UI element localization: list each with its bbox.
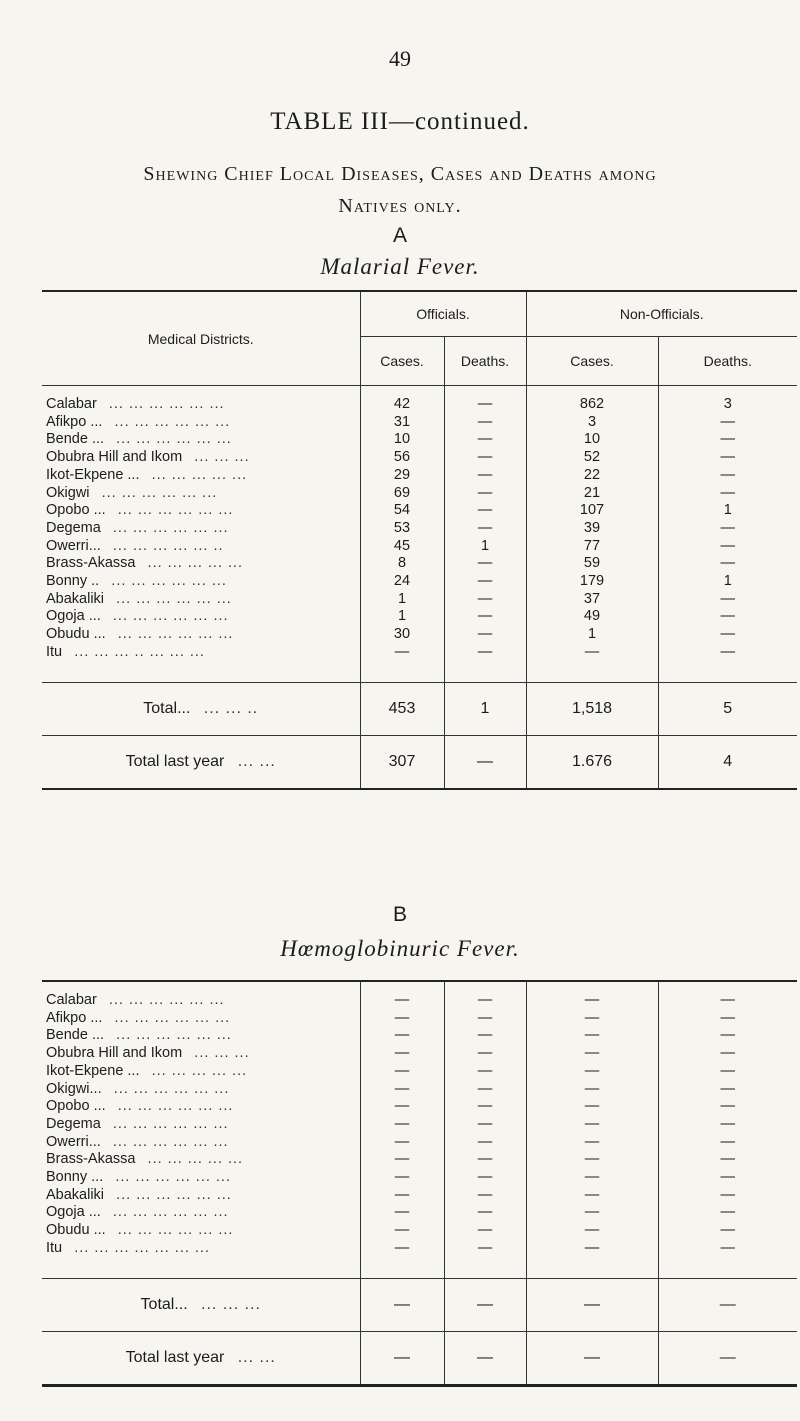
- total-label: Total...: [140, 1295, 188, 1313]
- table-row: [42, 1169, 797, 1187]
- header-non-officials-deaths: Deaths.: [658, 337, 797, 386]
- leader-dots: ... ... ... ... ... ...: [112, 1204, 229, 1221]
- district-cell: [42, 449, 360, 467]
- officials-cases: 45: [360, 538, 444, 556]
- non-officials-deaths: —: [658, 992, 797, 1010]
- officials-deaths: —: [444, 1063, 526, 1081]
- section-a-title: Malarial Fever.: [320, 254, 480, 279]
- district-name: Degema: [46, 1115, 101, 1132]
- non-officials-cases: —: [526, 644, 658, 662]
- non-officials-cases: 1.676: [526, 735, 658, 789]
- district-name: Okigwi: [46, 484, 90, 501]
- district-name: Calabar: [46, 992, 97, 1008]
- table-row: [42, 591, 797, 609]
- district-name: Afikpo ...: [46, 413, 103, 430]
- table-row: [42, 1240, 797, 1258]
- non-officials-cases: —: [526, 1045, 658, 1063]
- district-name: Obubra Hill and Ikom: [46, 1045, 183, 1062]
- non-officials-deaths: —: [658, 608, 797, 626]
- non-officials-cases: 52: [526, 449, 658, 467]
- district-name: Degema: [46, 519, 101, 536]
- table-row: [42, 1204, 797, 1222]
- district-cell: [42, 1134, 360, 1152]
- officials-deaths: —: [444, 1278, 526, 1331]
- non-officials-cases: 59: [526, 555, 658, 573]
- officials-cases: 56: [360, 449, 444, 467]
- non-officials-deaths: —: [658, 1116, 797, 1134]
- officials-deaths: —: [444, 431, 526, 449]
- district-cell: [42, 1331, 360, 1385]
- officials-cases: 453: [360, 682, 444, 735]
- subtitle-line-2: Natives only.: [338, 195, 462, 217]
- leader-dots: ... ... ... ... ... ... ...: [74, 1239, 210, 1256]
- table-row: [42, 1027, 797, 1045]
- non-officials-cases: 1: [526, 626, 658, 644]
- officials-deaths: —: [444, 591, 526, 609]
- district-name: Okigwi...: [46, 1080, 102, 1097]
- officials-cases: 54: [360, 502, 444, 520]
- district-name: Bende ...: [46, 1027, 105, 1044]
- district-cell: [42, 538, 360, 556]
- table-row: [42, 1187, 797, 1205]
- district-cell: [42, 467, 360, 485]
- officials-deaths: —: [444, 626, 526, 644]
- non-officials-cases: 10: [526, 431, 658, 449]
- non-officials-cases: 21: [526, 485, 658, 503]
- total-row: [42, 682, 797, 735]
- total-last-year-row: [42, 735, 797, 789]
- non-officials-cases: —: [526, 1240, 658, 1258]
- officials-cases: —: [360, 1240, 444, 1258]
- leader-dots: ... ... ... ... ... ...: [108, 396, 225, 412]
- officials-deaths: 1: [444, 682, 526, 735]
- non-officials-cases: —: [526, 1187, 658, 1205]
- non-officials-deaths: —: [658, 1027, 797, 1045]
- non-officials-deaths: —: [658, 1222, 797, 1240]
- table-subtitle: [0, 158, 800, 222]
- non-officials-deaths: —: [658, 1063, 797, 1081]
- non-officials-deaths: —: [658, 485, 797, 503]
- officials-cases: —: [360, 1045, 444, 1063]
- non-officials-deaths: 1: [658, 502, 797, 520]
- non-officials-cases: 862: [526, 396, 658, 414]
- non-officials-deaths: 1: [658, 573, 797, 591]
- non-officials-deaths: —: [658, 1151, 797, 1169]
- officials-deaths: —: [444, 608, 526, 626]
- district-cell: [42, 573, 360, 591]
- officials-deaths: —: [444, 467, 526, 485]
- table-row: [42, 538, 797, 556]
- table-row: [42, 1045, 797, 1063]
- district-name: Owerri...: [46, 537, 101, 554]
- leader-dots: ... ... ... ... ... ...: [112, 1133, 229, 1150]
- officials-deaths: 1: [444, 538, 526, 556]
- header-officials-deaths: Deaths.: [444, 337, 526, 386]
- officials-cases: —: [360, 1134, 444, 1152]
- total-row: [42, 1278, 797, 1331]
- table-row: [42, 1134, 797, 1152]
- non-officials-cases: —: [526, 1331, 658, 1385]
- table-row: [42, 431, 797, 449]
- non-officials-cases: —: [526, 1151, 658, 1169]
- section-b-title: Hœmoglobinuric Fever.: [280, 936, 520, 961]
- total-label: Total last year: [125, 1348, 225, 1366]
- non-officials-cases: —: [526, 1134, 658, 1152]
- officials-deaths: —: [444, 396, 526, 414]
- leader-dots: ... ... ... ... ...: [147, 1151, 244, 1168]
- table-row: [42, 573, 797, 591]
- district-name: Ikot-Ekpene ...: [46, 466, 140, 483]
- officials-deaths: —: [444, 644, 526, 662]
- officials-deaths: —: [444, 1010, 526, 1028]
- non-officials-cases: —: [526, 1222, 658, 1240]
- header-officials-cases: Cases.: [360, 337, 444, 386]
- non-officials-cases: 1,518: [526, 682, 658, 735]
- non-officials-deaths: —: [658, 467, 797, 485]
- leader-dots: ... ... ...: [194, 1045, 250, 1062]
- haemoglobinuric-fever-table: [42, 980, 797, 1387]
- leader-dots: ... ... ... ... ...: [151, 1062, 248, 1079]
- officials-cases: 69: [360, 485, 444, 503]
- officials-cases: 31: [360, 414, 444, 432]
- officials-deaths: —: [444, 573, 526, 591]
- district-name: Brass-Akassa: [46, 555, 136, 572]
- officials-deaths: —: [444, 735, 526, 789]
- officials-deaths: —: [444, 1134, 526, 1152]
- officials-cases: 10: [360, 431, 444, 449]
- leader-dots: ... ... ... ... ...: [147, 555, 244, 572]
- table-row: [42, 1063, 797, 1081]
- non-officials-deaths: —: [658, 626, 797, 644]
- non-officials-cases: —: [526, 1116, 658, 1134]
- officials-cases: —: [360, 1063, 444, 1081]
- malarial-fever-table: [42, 290, 797, 790]
- leader-dots: ... ... ... ... ... ...: [116, 431, 232, 448]
- district-name: Brass-Akassa: [46, 1151, 136, 1168]
- district-cell: [42, 485, 360, 503]
- non-officials-cases: 77: [526, 538, 658, 556]
- officials-cases: 307: [360, 735, 444, 789]
- leader-dots: ... ... ... ... ... ...: [117, 1098, 234, 1115]
- officials-cases: —: [360, 1027, 444, 1045]
- officials-cases: —: [360, 1098, 444, 1116]
- leader-dots: ... ... ... ... ... ...: [115, 1169, 231, 1186]
- table-row: [42, 1116, 797, 1134]
- section-a-label: A: [392, 224, 407, 247]
- district-cell: [42, 1204, 360, 1222]
- district-cell: [42, 1240, 360, 1258]
- district-name: Abakaliki: [46, 590, 105, 607]
- non-officials-deaths: —: [658, 1278, 797, 1331]
- district-cell: [42, 1169, 360, 1187]
- leader-dots: ... ... ... ... ...: [151, 466, 248, 483]
- officials-cases: —: [360, 1116, 444, 1134]
- officials-cases: 24: [360, 573, 444, 591]
- non-officials-deaths: —: [658, 1134, 797, 1152]
- district-cell: [42, 1098, 360, 1116]
- leader-dots: ... ... ...: [201, 1295, 261, 1313]
- page-number: 49: [389, 46, 411, 71]
- leader-dots: ... ... ... ... ... ...: [116, 1027, 232, 1044]
- leader-dots: ... ... ..: [203, 699, 259, 717]
- district-cell: [42, 1278, 360, 1331]
- non-officials-cases: —: [526, 1010, 658, 1028]
- district-name: Ogoja ...: [46, 608, 101, 625]
- non-officials-deaths: —: [658, 449, 797, 467]
- leader-dots: ... ... ... ... ... ...: [117, 1222, 234, 1239]
- district-cell: [42, 1151, 360, 1169]
- officials-deaths: —: [444, 1222, 526, 1240]
- district-name: Obudu ...: [46, 1222, 106, 1239]
- non-officials-deaths: —: [658, 1240, 797, 1258]
- officials-deaths: —: [444, 1187, 526, 1205]
- non-officials-deaths: —: [658, 431, 797, 449]
- leader-dots: ... ... ... ... ... ...: [114, 1009, 231, 1026]
- officials-cases: —: [360, 1187, 444, 1205]
- leader-dots: ... ... ... ... ... ...: [117, 626, 234, 643]
- officials-deaths: —: [444, 449, 526, 467]
- non-officials-deaths: —: [658, 1045, 797, 1063]
- district-name: Ikot-Ekpene ...: [46, 1062, 140, 1079]
- non-officials-cases: —: [526, 1027, 658, 1045]
- table-row: [42, 520, 797, 538]
- non-officials-cases: 37: [526, 591, 658, 609]
- non-officials-deaths: 5: [658, 682, 797, 735]
- table-row: [42, 396, 797, 414]
- district-name: Bonny ..: [46, 573, 100, 590]
- district-cell: [42, 1027, 360, 1045]
- district-name: Owerri...: [46, 1133, 101, 1150]
- non-officials-cases: 107: [526, 502, 658, 520]
- leader-dots: ... ... ... ... ... ...: [116, 1186, 232, 1203]
- non-officials-cases: —: [526, 1204, 658, 1222]
- officials-deaths: —: [444, 414, 526, 432]
- non-officials-deaths: —: [658, 1081, 797, 1099]
- table-title: TABLE III—continued.: [270, 108, 530, 135]
- officials-cases: —: [360, 1278, 444, 1331]
- district-cell: [42, 735, 360, 789]
- table-row: [42, 626, 797, 644]
- officials-cases: —: [360, 1010, 444, 1028]
- total-label: Total last year: [125, 752, 225, 770]
- officials-cases: —: [360, 1331, 444, 1385]
- non-officials-deaths: —: [658, 520, 797, 538]
- district-cell: [42, 431, 360, 449]
- non-officials-cases: —: [526, 1063, 658, 1081]
- non-officials-deaths: —: [658, 1169, 797, 1187]
- officials-cases: —: [360, 992, 444, 1010]
- district-name: Obudu ...: [46, 626, 106, 643]
- non-officials-cases: —: [526, 1169, 658, 1187]
- officials-cases: —: [360, 1151, 444, 1169]
- leader-dots: ... ... ... .. ... ... ...: [74, 643, 205, 660]
- officials-cases: 1: [360, 608, 444, 626]
- leader-dots: ... ... ... ... ... ...: [113, 1080, 230, 1097]
- officials-deaths: —: [444, 1098, 526, 1116]
- officials-deaths: —: [444, 992, 526, 1010]
- header-medical-districts: Medical Districts.: [42, 291, 360, 386]
- table-row: [42, 1222, 797, 1240]
- table-row: [42, 1081, 797, 1099]
- table-row: [42, 992, 797, 1010]
- district-cell: [42, 555, 360, 573]
- table-row: [42, 414, 797, 432]
- header-non-officials-cases: Cases.: [526, 337, 658, 386]
- district-cell: [42, 608, 360, 626]
- non-officials-deaths: —: [658, 1098, 797, 1116]
- non-officials-cases: 49: [526, 608, 658, 626]
- non-officials-deaths: —: [658, 1187, 797, 1205]
- non-officials-deaths: —: [658, 1010, 797, 1028]
- header-officials: Officials.: [360, 291, 526, 337]
- officials-cases: 8: [360, 555, 444, 573]
- non-officials-deaths: —: [658, 1331, 797, 1385]
- district-cell: [42, 414, 360, 432]
- non-officials-deaths: —: [658, 591, 797, 609]
- table-row: [42, 555, 797, 573]
- officials-deaths: —: [444, 1240, 526, 1258]
- table-row: [42, 1010, 797, 1028]
- table-row: [42, 608, 797, 626]
- officials-deaths: —: [444, 1204, 526, 1222]
- leader-dots: ... ... ... ... ... ...: [101, 484, 218, 501]
- district-name: Obubra Hill and Ikom: [46, 449, 183, 466]
- district-name: Opobo ...: [46, 502, 106, 519]
- table-row: [42, 502, 797, 520]
- district-cell: [42, 591, 360, 609]
- officials-cases: 1: [360, 591, 444, 609]
- non-officials-cases: —: [526, 1081, 658, 1099]
- leader-dots: ... ... ... ... ... ...: [111, 573, 227, 590]
- section-b-label: B: [392, 903, 407, 926]
- district-name: Itu: [46, 1239, 63, 1256]
- leader-dots: ... ... ... ... ... ...: [116, 590, 232, 607]
- non-officials-cases: 179: [526, 573, 658, 591]
- district-name: Bende ...: [46, 431, 105, 448]
- non-officials-cases: —: [526, 1098, 658, 1116]
- leader-dots: ... ... ... ... ... ...: [114, 413, 231, 430]
- officials-deaths: —: [444, 1081, 526, 1099]
- leader-dots: ... ... ... ... ... ...: [112, 519, 229, 536]
- district-name: Itu: [46, 643, 63, 660]
- subtitle-line-1: Shewing Chief Local Diseases, Cases and Deaths among: [143, 163, 657, 185]
- district-cell: [42, 1187, 360, 1205]
- district-cell: [42, 682, 360, 735]
- table-row: [42, 1098, 797, 1116]
- officials-deaths: —: [444, 485, 526, 503]
- district-cell: [42, 626, 360, 644]
- district-name: Bonny ...: [46, 1169, 104, 1186]
- total-last-year-row: [42, 1331, 797, 1385]
- district-cell: [42, 1010, 360, 1028]
- leader-dots: ... ... ... ... ... ...: [112, 1115, 229, 1132]
- officials-deaths: —: [444, 555, 526, 573]
- table-row: [42, 467, 797, 485]
- non-officials-cases: —: [526, 1278, 658, 1331]
- non-officials-deaths: —: [658, 644, 797, 662]
- district-cell: [42, 1045, 360, 1063]
- district-name: Opobo ...: [46, 1098, 106, 1115]
- district-name: Ogoja ...: [46, 1204, 101, 1221]
- district-cell: [42, 1222, 360, 1240]
- non-officials-deaths: —: [658, 538, 797, 556]
- leader-dots: ... ... ... ... ... ...: [112, 608, 229, 625]
- officials-cases: —: [360, 1169, 444, 1187]
- leader-dots: ... ... ... ... ... ...: [108, 992, 225, 1008]
- leader-dots: ... ... ... ... ... ...: [117, 502, 234, 519]
- total-label: Total...: [143, 699, 191, 717]
- table-row: [42, 1151, 797, 1169]
- non-officials-deaths: —: [658, 414, 797, 432]
- header-non-officials: Non-Officials.: [526, 291, 797, 337]
- district-cell: [42, 396, 360, 414]
- table-row: [42, 449, 797, 467]
- officials-cases: 42: [360, 396, 444, 414]
- table-row: [42, 485, 797, 503]
- officials-deaths: —: [444, 1169, 526, 1187]
- district-cell: [42, 1081, 360, 1099]
- non-officials-cases: 22: [526, 467, 658, 485]
- non-officials-cases: 39: [526, 520, 658, 538]
- officials-deaths: —: [444, 502, 526, 520]
- district-cell: [42, 1116, 360, 1134]
- officials-cases: 30: [360, 626, 444, 644]
- leader-dots: ... ...: [237, 1348, 276, 1366]
- non-officials-deaths: —: [658, 555, 797, 573]
- officials-cases: 53: [360, 520, 444, 538]
- district-cell: [42, 502, 360, 520]
- non-officials-cases: 3: [526, 414, 658, 432]
- leader-dots: ... ...: [237, 752, 276, 770]
- non-officials-deaths: 4: [658, 735, 797, 789]
- officials-cases: —: [360, 644, 444, 662]
- district-cell: [42, 644, 360, 662]
- district-cell: [42, 1063, 360, 1081]
- officials-cases: 29: [360, 467, 444, 485]
- district-name: Abakaliki: [46, 1186, 105, 1203]
- officials-deaths: —: [444, 1116, 526, 1134]
- officials-deaths: —: [444, 520, 526, 538]
- district-name: Afikpo ...: [46, 1009, 103, 1026]
- non-officials-deaths: —: [658, 1204, 797, 1222]
- officials-cases: —: [360, 1204, 444, 1222]
- non-officials-deaths: 3: [658, 396, 797, 414]
- table-row: [42, 644, 797, 662]
- officials-deaths: —: [444, 1151, 526, 1169]
- officials-deaths: —: [444, 1045, 526, 1063]
- officials-cases: —: [360, 1222, 444, 1240]
- district-cell: [42, 520, 360, 538]
- leader-dots: ... ... ... ... ... ..: [112, 537, 224, 554]
- officials-cases: —: [360, 1081, 444, 1099]
- non-officials-cases: —: [526, 992, 658, 1010]
- leader-dots: ... ... ...: [194, 449, 250, 466]
- officials-deaths: —: [444, 1027, 526, 1045]
- district-cell: [42, 992, 360, 1010]
- district-name: Calabar: [46, 396, 97, 412]
- officials-deaths: —: [444, 1331, 526, 1385]
